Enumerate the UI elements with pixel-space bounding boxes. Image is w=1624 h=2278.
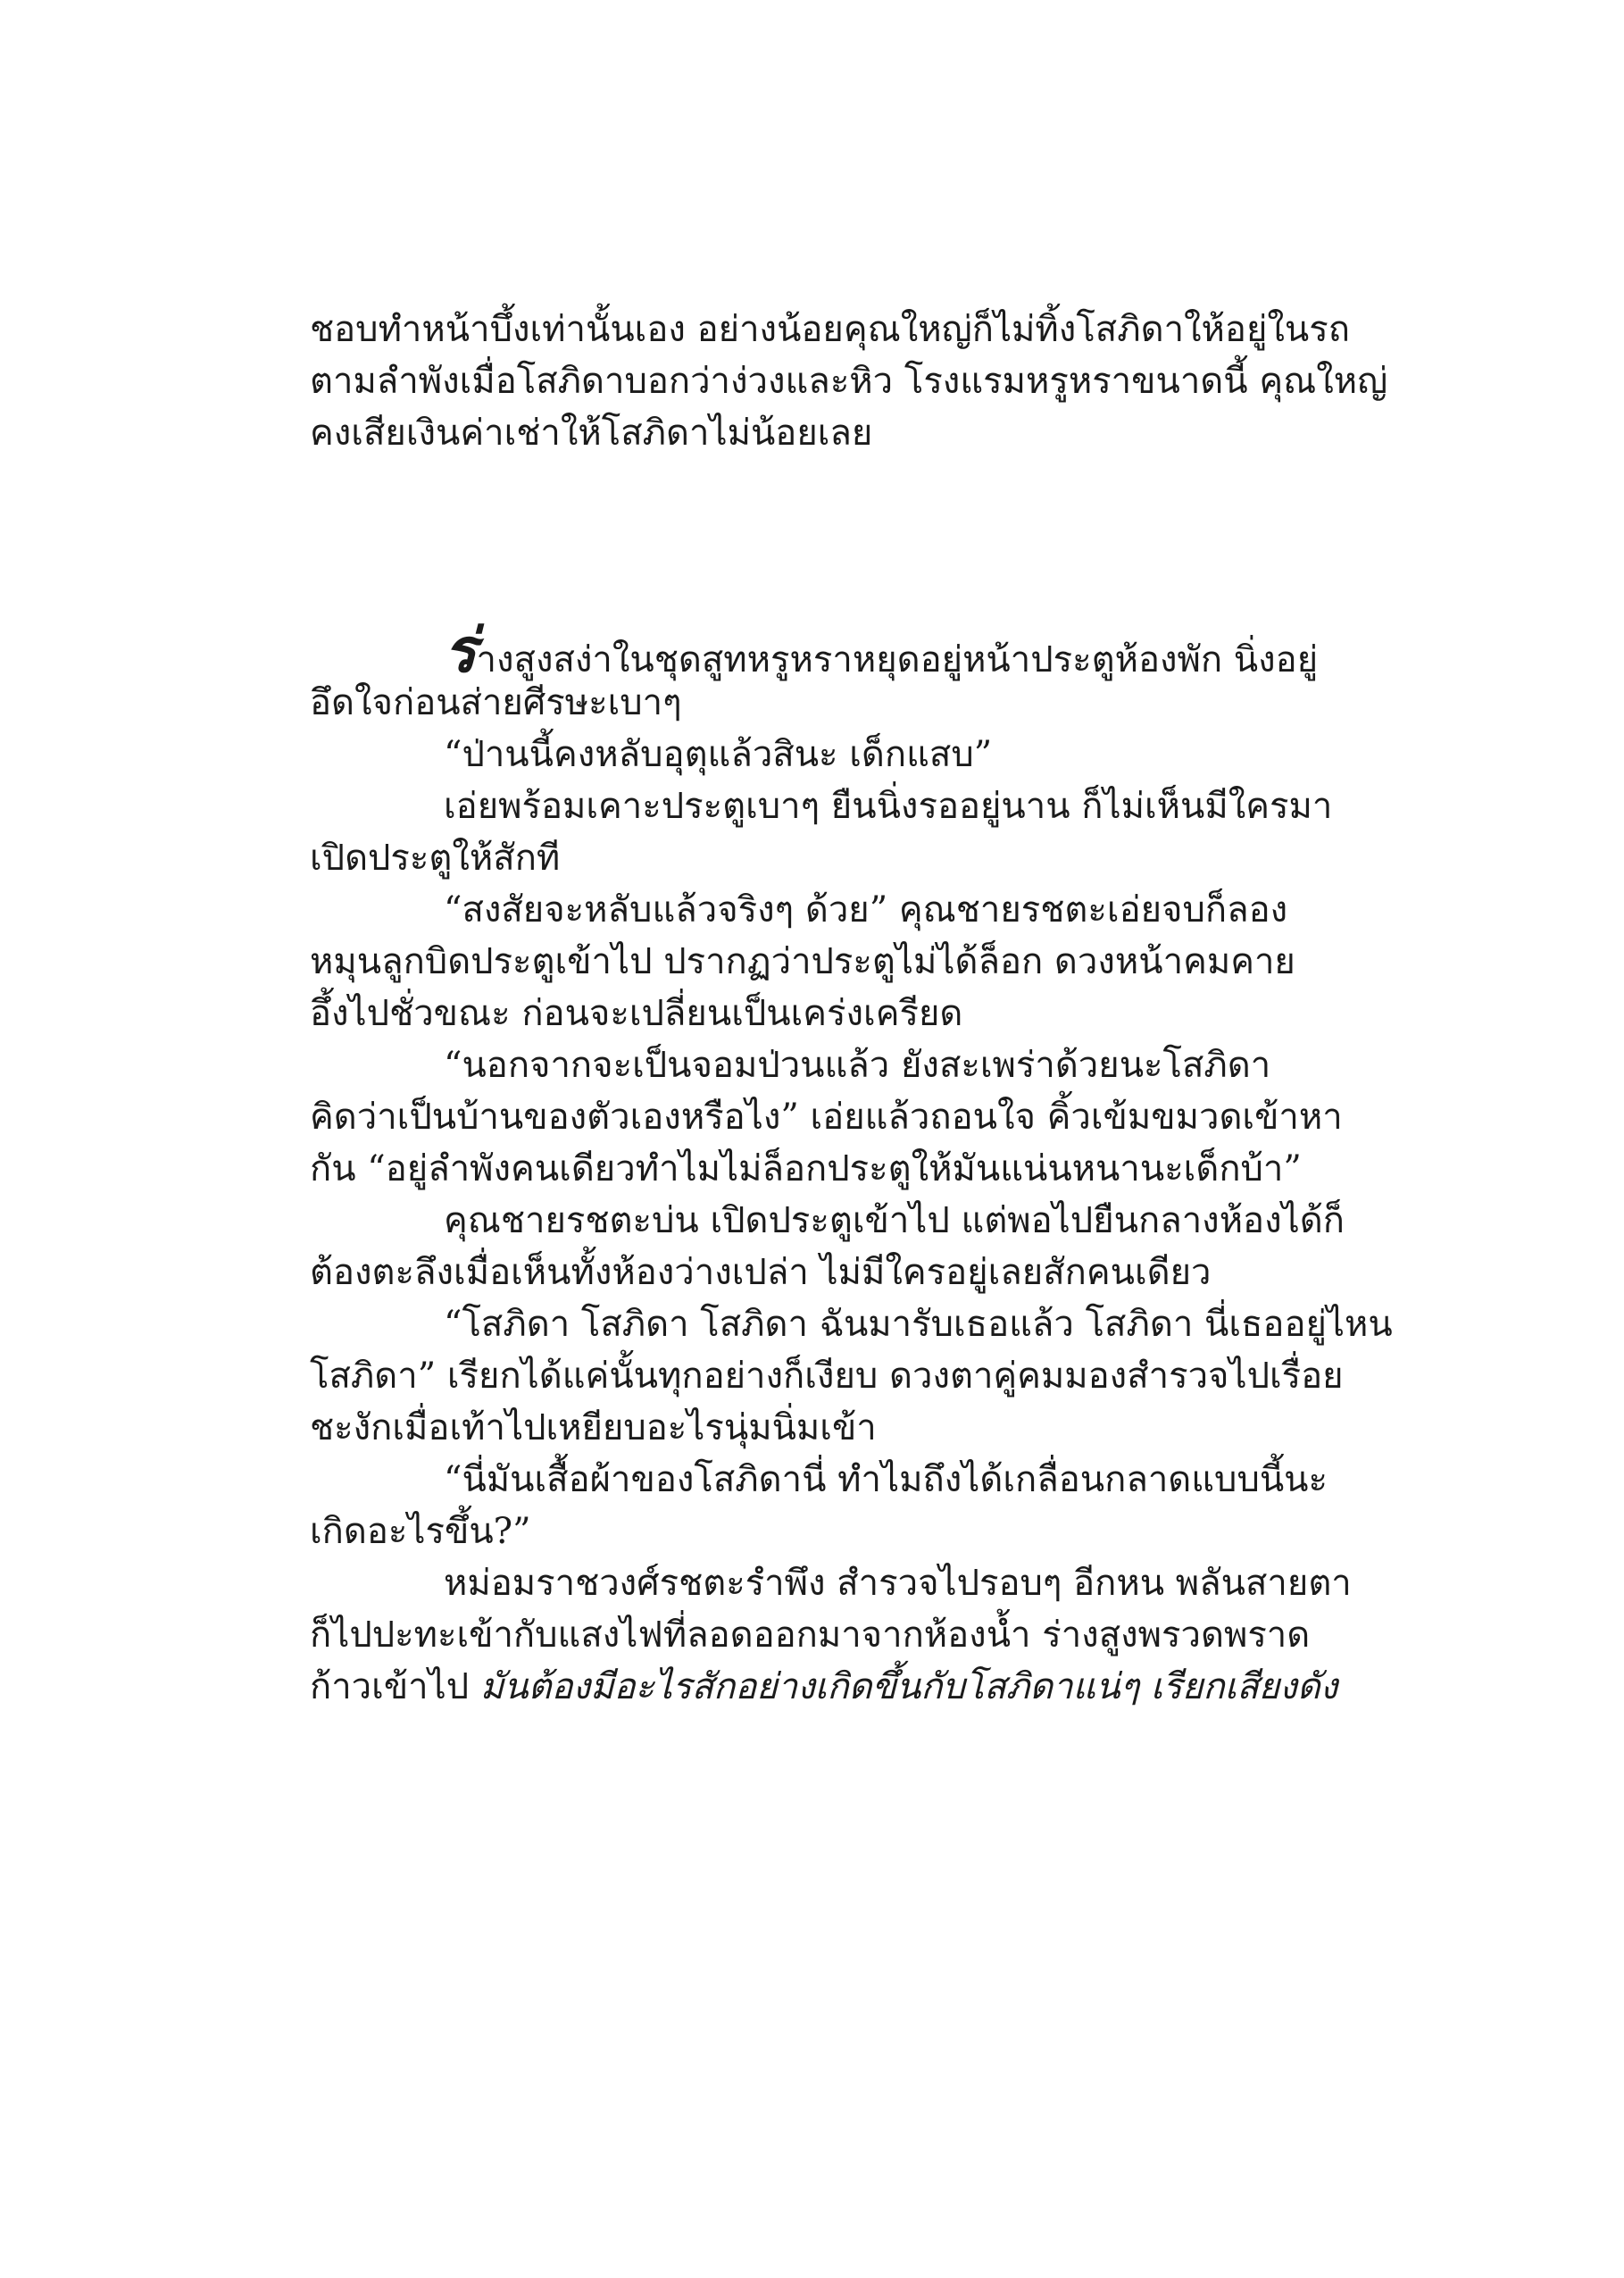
story-section: [310, 615, 1406, 1713]
text-line: [310, 1661, 1406, 1713]
text-line: อึ้งไปชั่วขณะ ก่อนจะเปลี่ยนเป็นเคร่งเครียด: [310, 993, 963, 1034]
text-segment: างสูงสง่าในชุดสูทหรูหราหยุดอยู่หน้าประตูห้องพัก นิ่งอยู่: [476, 639, 1319, 680]
text-segment: ก้าวเข้าไป: [310, 1666, 480, 1707]
text-line: ชอบทำหน้าบึ้งเท่านั้นเอง อย่างน้อยคุณใหญ่ก็ไม่ทิ้งโสภิดาให้อยู่ในรถ: [310, 309, 1350, 350]
text-line: คงเสียเงินค่าเช่าให้โสภิดาไม่น้อยเลย: [310, 413, 873, 454]
text-line: “นี่มันเสื้อผ้าของโสภิดานี่ ทำไมถึงได้เกลื่อนกลาดแบบนี้นะ: [444, 1459, 1328, 1500]
text-line: คุณชายรชตะบ่น เปิดประตูเข้าไป แต่พอไปยืนกลางห้องได้ก็: [444, 1200, 1345, 1241]
text-line: เอ่ยพร้อมเคาะประตูเบาๆ ยืนนิ่งรออยู่นาน ก็ไม่เห็นมีใครมา: [444, 786, 1333, 827]
italic-thought: มันต้องมีอะไรสักอย่างเกิดขึ้นกับโสภิดาแน่ๆ เรียกเสียงดัง: [479, 1666, 1338, 1707]
text-line: เกิดอะไรขึ้น?”: [310, 1511, 531, 1552]
text-line: ต้องตะลึงเมื่อเห็นทั้งห้องว่างเปล่า ไม่มีใครอยู่เลยสักคนเดียว: [310, 1252, 1212, 1293]
text-line: กัน “อยู่ลำพังคนเดียวทำไมไม่ล็อกประตูให้มันแน่นหนานะเด็กบ้า”: [310, 1148, 1302, 1189]
drop-cap: ร่: [444, 615, 477, 687]
text-line: ชะงักเมื่อเท้าไปเหยียบอะไรนุ่มนิ่มเข้า: [310, 1407, 877, 1448]
text-line: ตามลำพังเมื่อโสภิดาบอกว่าง่วงและหิว โรงแรมหรูหราขนาดนี้ คุณใหญ่: [310, 361, 1388, 402]
text-line: “สงสัยจะหลับแล้วจริงๆ ด้วย” คุณชายรชตะเอ่ยจบก็ลอง: [444, 889, 1288, 930]
text-line: อึดใจก่อนส่ายศีรษะเบาๆ: [310, 682, 682, 723]
text-line: [310, 615, 1406, 687]
text-line: คิดว่าเป็นบ้านของตัวเองหรือไง” เอ่ยแล้วถอนใจ คิ้วเข้มขมวดเข้าหา: [310, 1097, 1343, 1138]
text-line: หม่อมราชวงศ์รชตะรำพึง สำรวจไปรอบๆ อีกหน พลันสายตา: [444, 1563, 1352, 1604]
text-line: “นอกจากจะเป็นจอมป่วนแล้ว ยังสะเพร่าด้วยนะโสภิดา: [444, 1045, 1271, 1086]
text-line: “ป่านนี้คงหลับอุตุแล้วสินะ เด็กแสบ”: [444, 734, 993, 775]
text-line: “โสภิดา โสภิดา โสภิดา ฉันมารับเธอแล้ว โสภิดา นี่เธออยู่ไหน: [444, 1304, 1393, 1345]
text-line: เปิดประตูให้สักที: [310, 838, 561, 879]
text-line: ก็ไปปะทะเข้ากับแสงไฟที่ลอดออกมาจากห้องน้ำ ร่างสูงพรวดพราด: [310, 1615, 1311, 1656]
text-line: หมุนลูกบิดประตูเข้าไป ปรากฏว่าประตูไม่ได้ล็อก ดวงหน้าคมคาย: [310, 941, 1295, 982]
intro-paragraph: [310, 304, 1406, 459]
text-line: โสภิดา” เรียกได้แค่นั้นทุกอย่างก็เงียบ ดวงตาคู่คมมองสำรวจไปเรื่อย: [310, 1356, 1344, 1397]
